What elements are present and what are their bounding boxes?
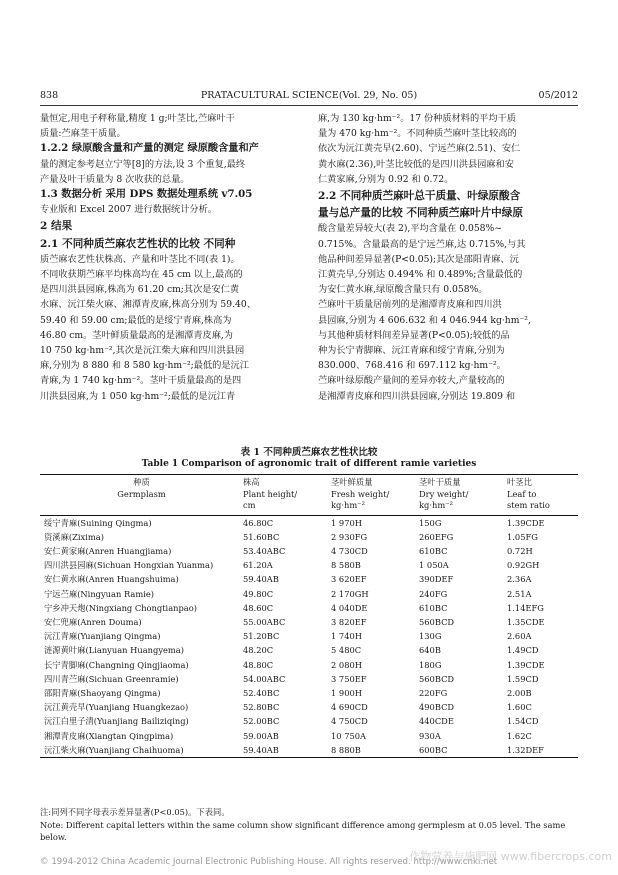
table-row (40, 686, 578, 700)
dry-weight-cell: 440CDE (419, 716, 454, 727)
leaf-stem-ratio-cell: 1.59CD (507, 673, 539, 684)
col-header-ratio: 叶茎比 (503, 475, 578, 489)
leaf-stem-ratio-cell: 2.00B (507, 687, 532, 698)
body-text-line: 专业版和 Excel 2007 进行数据统计分析。 (40, 204, 217, 216)
plant-height-cell: 49.80C (243, 588, 274, 599)
fresh-weight-cell: 5 480C (331, 645, 362, 656)
body-text-line: 量为 470 kg·hm⁻²。不同种质苎麻叶茎比较高的 (318, 128, 517, 140)
section-heading: 1.3 数据分析 采用 DPS 数据处理系统 v7.05 (40, 188, 253, 201)
dry-weight-cell: 240FG (419, 588, 448, 599)
fresh-weight-cell: 8 880B (327, 743, 415, 758)
dry-weight-cell: 390DEF (419, 574, 454, 585)
table-caption-en: Table 1 Comparison of agronomic trait of different ramie varieties (141, 459, 477, 469)
table-notes (40, 806, 578, 844)
germplasm-cell: 沅江白里子清(Yuanjiang Bailiziqing) (44, 716, 189, 727)
germplasm-cell: 宁乡冲天炮(Ningxiang Chongtianpao) (44, 602, 197, 613)
germplasm-cell: 沅江柴火麻(Yuanjiang Chaihuoma) (40, 743, 239, 758)
fresh-weight-cell: 1 970H (331, 517, 362, 528)
journal-title: PRATACULTURAL SCIENCE(Vol. 29, No. 05) (200, 90, 418, 101)
fresh-weight-cell: 1 740H (331, 631, 362, 642)
plant-height-cell: 51.60BC (243, 531, 280, 542)
body-text-line: 不同收获期苎麻平均株高均在 45 cm 以上,最高的 (40, 269, 243, 281)
germplasm-cell: 湘潭青皮麻(Xiangtan Qingpima) (44, 730, 174, 741)
plant-height-cell: 51.20BC (243, 631, 280, 642)
germplasm-cell: 安仁兜麻(Anren Douma) (44, 616, 142, 627)
table-row (40, 643, 578, 657)
table-row (40, 530, 578, 544)
leaf-stem-ratio-cell: 1.54CD (507, 716, 539, 727)
site-watermark: 作物营养与施肥网 www.fibercrops.com (409, 850, 612, 863)
leaf-stem-ratio-cell: 2.51A (507, 588, 532, 599)
germplasm-cell: 四川青苎麻(Sichuan Greenramie) (44, 673, 179, 684)
table-row (40, 515, 578, 530)
leaf-stem-ratio-cell: 1.49CD (507, 645, 539, 656)
body-text-line: 是四川洪县园麻,株高为 61.20 cm;其次是安仁黄 (40, 284, 240, 296)
leaf-stem-ratio-cell: 2.36A (507, 574, 532, 585)
dry-weight-cell: 560BCD (419, 616, 455, 627)
body-text-line: 量恒定,用电子秤称量,精度 1 g;叶茎比,苎麻叶干 (40, 113, 235, 124)
fresh-weight-cell: 3 820EF (331, 616, 367, 627)
body-text-line: 830.000、768.416 和 697.112 kg·hm⁻²。 (318, 360, 506, 372)
right-text-column (318, 111, 580, 404)
table-row (40, 615, 578, 629)
body-text-line: 10 750 kg·hm⁻²,其次是沅江柴大麻和四川洪县园 (40, 345, 245, 357)
fresh-weight-cell: 8 580B (331, 560, 361, 571)
plant-height-cell: 48.60C (243, 602, 274, 613)
agronomic-trait-table (40, 474, 578, 758)
leaf-stem-ratio-cell: 1.35CDE (507, 616, 545, 627)
table-row (40, 672, 578, 686)
table-row (40, 544, 578, 558)
leaf-stem-ratio-cell: 1.32DEF (503, 743, 578, 758)
dry-weight-cell: 1 050A (419, 560, 449, 571)
germplasm-cell: 安仁黄水麻(Anren Huangshuima) (44, 574, 179, 585)
table-row (40, 700, 578, 714)
dry-weight-cell: 490BCD (419, 702, 455, 713)
col-header-ratio-unit: stem ratio (503, 500, 578, 515)
table-row (40, 658, 578, 672)
body-text-line: 江黄壳早,分别达 0.494% 和 0.489%;含量最低的 (318, 269, 523, 281)
plant-height-cell: 54.00ABC (243, 673, 286, 684)
dry-weight-cell: 180G (419, 659, 442, 670)
dry-weight-cell: 260EFG (419, 531, 454, 542)
plant-height-cell: 53.40ABC (243, 545, 286, 556)
germplasm-cell: 邵阳青麻(Shaoyang Qingma) (44, 687, 161, 698)
germplasm-cell: 四川洪县园麻(Sichuan Hongxian Yuanma) (44, 560, 214, 571)
col-header-dry-en: Dry weight/ (419, 488, 469, 499)
dry-weight-cell: 220FG (419, 687, 448, 698)
fresh-weight-cell: 1 900H (331, 687, 362, 698)
plant-height-cell: 61.20A (243, 560, 273, 571)
table-note-en: Note: Different capital letters within the same column show significant difference among germplesm at 0.05 level. The same below. (40, 819, 566, 842)
body-text-line: 黄水麻(2.36),叶茎比较低的是四川洪县园麻和安 (318, 158, 514, 170)
leaf-stem-ratio-cell: 2.60A (507, 631, 532, 642)
germplasm-cell: 涟源黄叶麻(Lianyuan Huangyema) (44, 645, 184, 656)
body-text-line: 苎麻叶干质量居前列的是湘潭青皮麻和四川洪 (318, 299, 502, 311)
germplasm-cell: 安仁黄家麻(Anren Huangjiama) (44, 545, 172, 556)
section-heading: 1.2.2 绿原酸含量和产量的测定 绿原酸含量和产 (40, 142, 259, 155)
leaf-stem-ratio-cell: 1.14EFG (507, 602, 544, 613)
germplasm-cell: 沅江青麻(Yuanjiang Qingma) (44, 631, 161, 642)
leaf-stem-ratio-cell: 1.39CDE (507, 517, 545, 528)
body-text-line: 质苎麻农艺性状株高、产量和叶茎比不同(表 1)。 (40, 253, 240, 265)
body-text-line: 酸含量差异较大(表 2),平均含量在 0.058%~ (318, 223, 502, 235)
germplasm-cell: 长宁青脚麻(Changning Qingjiaoma) (44, 659, 189, 670)
germplasm-cell: 资溪麻(Zixima) (44, 531, 104, 542)
table-row (40, 743, 578, 758)
table-row (40, 587, 578, 601)
plant-height-cell: 59.40AB (243, 574, 279, 585)
body-text-line: 苎麻叶绿原酸产量间的差异亦较大,产量较高的 (318, 375, 505, 387)
dry-weight-cell: 130G (419, 631, 442, 642)
fresh-weight-cell: 10 750A (331, 730, 367, 741)
issue-date: 05/2012 (538, 90, 578, 101)
body-text-line: 仁黄家麻,分别为 0.92 和 0.72。 (318, 173, 454, 185)
plant-height-cell: 48.20C (243, 645, 274, 656)
dry-weight-cell: 610BC (419, 602, 448, 613)
page-number: 838 (40, 90, 59, 101)
plant-height-cell: 46.80C (243, 517, 274, 528)
plant-height-cell: 52.00BC (243, 716, 280, 727)
body-text-line: 与其他种质材料间差异显著(P<0.05);较低的品 (318, 329, 510, 341)
plant-height-cell: 48.80C (243, 659, 274, 670)
col-header-dry: 茎叶干质量 (415, 475, 503, 489)
running-header (40, 90, 578, 104)
col-header-fresh: 茎叶鲜质量 (327, 475, 415, 489)
col-header-germplasm-en: Germplasm (117, 488, 166, 499)
fresh-weight-cell: 3 620EF (331, 574, 367, 585)
copyright-footer: © 1994-2012 China Academic Journal Electronic Publishing House. All rights reserved. http://www.cnki.net (40, 857, 498, 867)
leaf-stem-ratio-cell: 1.39CDE (507, 659, 545, 670)
body-text-line: 59.40 和 59.00 cm;最低的是绥宁青麻,株高为 (40, 314, 232, 326)
body-text-line: 46.80 cm。茎叶鲜质量最高的是湘潭青皮麻,为 (40, 329, 233, 341)
leaf-stem-ratio-cell: 0.72H (507, 545, 533, 556)
leaf-stem-ratio-cell: 1.62C (507, 730, 532, 741)
plant-height-cell: 59.00AB (243, 730, 279, 741)
body-text-line: 依次为沅江黄壳早(2.60)、宁远苎麻(2.51)、安仁 (318, 143, 521, 155)
germplasm-cell: 宁远苎麻(Ningyuan Ramie) (44, 588, 155, 599)
body-text-line: 0.715%。含量最高的是宁远苎麻,达 0.715%,与其 (318, 238, 526, 250)
fresh-weight-cell: 3 750EF (331, 673, 367, 684)
fresh-weight-cell: 4 730CD (331, 545, 368, 556)
table-note-zh: 注:同列不同字母表示差异显著(P<0.05)。下表同。 (40, 807, 230, 817)
leaf-stem-ratio-cell: 0.92GH (507, 560, 540, 571)
leaf-stem-ratio-cell: 1.60C (507, 702, 532, 713)
section-heading: 2 结果 (40, 220, 73, 233)
table-row (40, 729, 578, 743)
left-text-column (40, 111, 302, 404)
fresh-weight-cell: 2 170GH (331, 588, 369, 599)
table-caption-zh: 表 1 不同种质苎麻农艺性状比较 (240, 447, 378, 458)
table-row (40, 558, 578, 572)
fresh-weight-cell: 2 930FG (331, 531, 368, 542)
leaf-stem-ratio-cell: 1.05FG (507, 531, 538, 542)
header-rule (40, 105, 578, 106)
dry-weight-cell: 600BC (415, 743, 503, 758)
col-header-ratio-en: Leaf to (507, 488, 537, 499)
body-text-line: 水麻、沅江柴火麻、湘潭青皮麻,株高分别为 59.40、 (40, 299, 256, 311)
body-text-line: 量的测定参考赵立宁等[8]的方法,设 3 个重复,最终 (40, 158, 246, 170)
fresh-weight-cell: 4 690CD (331, 702, 368, 713)
body-text-line: 质量:苎麻茎干质量。 (40, 128, 126, 140)
fresh-weight-cell: 4 040DE (331, 602, 368, 613)
body-text-line: 麻,分别为 8 880 和 8 580 kg·hm⁻²;最低的是沅江 (40, 360, 249, 372)
dry-weight-cell: 930A (419, 730, 441, 741)
body-text-line: 种为长宁青脚麻、沅江青麻和绥宁青麻,分别为 (318, 345, 505, 357)
body-text-line: 产量及叶干质量为 8 次收获的总量。 (40, 173, 190, 185)
body-text-line: 县园麻,分别为 4 606.632 和 4 046.944 kg·hm⁻², (318, 314, 531, 326)
table-row (40, 572, 578, 586)
germplasm-cell: 沅江黄壳早(Yuanjiang Huangkezao) (44, 702, 189, 713)
section-heading: 量与总产量的比较 不同种质苎麻叶片中绿原 (318, 207, 523, 220)
body-text-line: 是湘潭青皮麻和四川洪县园麻,分别达 19.809 和 (318, 390, 516, 402)
table-row (40, 714, 578, 728)
plant-height-cell: 59.40AB (239, 743, 327, 758)
col-header-height-unit: cm (239, 500, 327, 515)
fresh-weight-cell: 2 080H (331, 659, 362, 670)
dry-weight-cell: 640B (419, 645, 441, 656)
col-header-fresh-unit: kg·hm⁻² (327, 500, 415, 515)
table-row (40, 601, 578, 615)
section-heading: 2.2 不同种质苎麻叶总干质量、叶绿原酸含 (318, 190, 521, 203)
dry-weight-cell: 610BC (419, 545, 448, 556)
body-text-line: 麻,为 130 kg·hm⁻²。17 份种质材料的平均干质 (318, 113, 516, 124)
col-header-germplasm: 种质 (40, 475, 239, 489)
table-row (40, 629, 578, 643)
plant-height-cell: 52.80BC (243, 702, 280, 713)
body-text-line: 川洪县园麻,为 1 050 kg·hm⁻²;最低的是沅江青 (40, 390, 236, 402)
col-header-germplasm-unit (40, 500, 239, 515)
dry-weight-cell: 150G (419, 517, 442, 528)
germplasm-cell: 绥宁青麻(Suining Qingma) (44, 517, 152, 528)
body-text-line: 为安仁黄水麻,绿原酸含量只有 0.058%。 (318, 284, 488, 296)
body-text-line: 他品种间差异显著(P<0.05);其次是邵阳青麻、沅 (318, 253, 519, 265)
section-heading: 2.1 不同种质苎麻农艺性状的比较 不同种 (40, 237, 236, 250)
fresh-weight-cell: 4 750CD (331, 716, 368, 727)
col-header-height: 株高 (239, 475, 327, 489)
dry-weight-cell: 560BCD (419, 673, 455, 684)
plant-height-cell: 52.40BC (243, 687, 280, 698)
body-text-line: 青麻,为 1 740 kg·hm⁻²。茎叶干质量最高的是四 (40, 375, 242, 387)
plant-height-cell: 55.00ABC (243, 616, 286, 627)
col-header-dry-unit: kg·hm⁻² (415, 500, 503, 515)
col-header-fresh-en: Fresh weight/ (331, 488, 390, 499)
col-header-height-en: Plant height/ (243, 488, 298, 499)
